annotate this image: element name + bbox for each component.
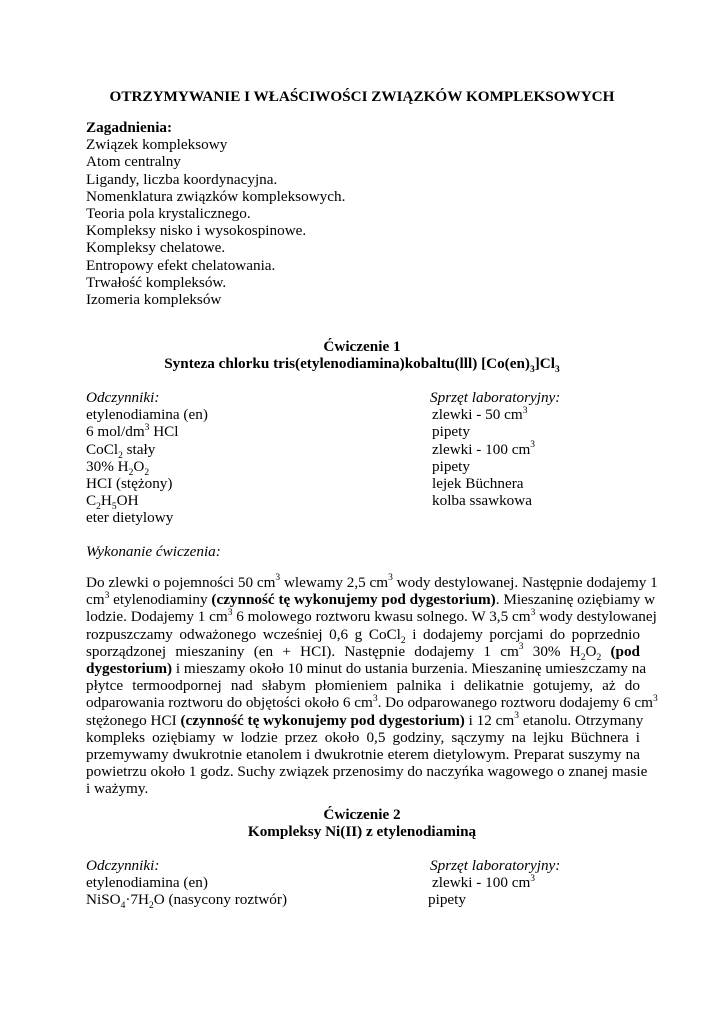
- reagent-item: etylenodiamina (en): [86, 874, 208, 892]
- reagent-item: eter dietylowy: [86, 509, 174, 527]
- procedure-heading: Wykonanie ćwiczenia:: [86, 543, 221, 560]
- paragraph-line: lodzie. Dodajemy 1 $cm^3$ 6 molowego roztworu kwasu solnego. W 3,5 $cm^3$ wody destylowanej: [86, 607, 657, 626]
- equipment-item: lejek Büchnera: [432, 475, 524, 493]
- list-item: Atom centralny: [86, 153, 181, 171]
- equipment-item: zlewki - 100 $cm^3$: [432, 440, 536, 458]
- list-item: Teoria pola krystalicznego.: [86, 205, 251, 223]
- paragraph-line: i ważymy.: [86, 780, 149, 798]
- paragraph-line: kompleks oziębiamy w lodzie przez około 0,5 godziny, sączymy na lejku Büchnera i: [86, 728, 640, 746]
- list-item: Entropowy efekt chelatowania.: [86, 256, 276, 274]
- procedure-paragraph: [86, 573, 658, 798]
- exercise-1-heading: Ćwiczenie 1: [323, 338, 401, 355]
- reagent-item: HCI (stężony): [86, 475, 173, 493]
- exercise-1-equipment: [0, 389, 561, 513]
- exercise-2-equipment: [0, 857, 561, 912]
- paragraph-line: przemywamy dwukrotnie etanolem i dwukrotnie eterem dietylowym. Preparat suszymy na: [86, 746, 640, 764]
- paragraph-line: rozpuszczamy odważonego wcześniej 0,6 g CoCl$_2$ i dodajemy porcjami do poprzednio: [86, 625, 640, 646]
- paragraph-line: dygestorium) i mieszamy około 10 minut do ustania burzenia. Mieszaninę umieszczamy na: [86, 660, 647, 678]
- reagent-item: CoCl$_2$ stały: [86, 440, 156, 461]
- equipment-item: zlewki - 100 $cm^3$: [432, 873, 536, 892]
- list-item: Kompleksy nisko i wysokospinowe.: [86, 222, 307, 240]
- list-item: Kompleksy chelatowe.: [86, 239, 226, 257]
- equipment-item: zlewki - 50 $cm^3$: [432, 405, 528, 424]
- paragraph-line: $cm^3$ etylenodiaminy (czynność tę wykonujemy pod dygestorium). Mieszaninę oziębiamy w: [86, 590, 656, 609]
- reagents-heading: Odczynniki:: [86, 857, 160, 874]
- paragraph-line: sporządzonej mieszaniny (en + HCI). Następnie dodajemy 1 $cm^3$ 30% $H_2O_2$ (pod: [86, 642, 640, 663]
- paragraph-line: stężonego HCI (czynność tę wykonujemy pod dygestorium) i 12 $cm^3$ etanolu. Otrzymany: [86, 711, 644, 729]
- list-item: Nomenklatura związków kompleksowych.: [86, 187, 346, 205]
- equipment-heading: Sprzęt laboratoryjny:: [430, 389, 561, 406]
- paragraph-line: Do zlewki o pojemności 50 $cm^3$ wlewamy 2,5 $cm^3$ wody destylowanej. Następnie dodajemy 1: [86, 573, 658, 591]
- zagadnienia-heading: Zagadnienia:: [86, 119, 173, 136]
- equipment-item: pipety: [428, 891, 466, 909]
- zagadnienia-section: [86, 119, 345, 308]
- paragraph-line: odparowania roztworu do objętości około 6 $cm^3$. Do odparowanego roztworu dodajemy 6 $cm^3$: [86, 693, 658, 712]
- exercise-2-subtitle: Kompleksy Ni(II) z etylenodiaminą: [247, 823, 477, 840]
- exercise-1-subtitle: Synteza chlorku tris(etylenodiamina)kobaltu(lll) $[Co(en)_3]Cl_3$: [164, 355, 560, 376]
- paragraph-line: powietrzu około 1 godz. Suchy związek przenosimy do naczyńka wagowego o znanej masie: [86, 763, 648, 781]
- document-title: OTRZYMYWANIE I WŁAŚCIWOŚCI ZWIĄZKÓW KOMPLEKSOWYCH: [109, 88, 615, 105]
- list-item: Izomeria kompleksów: [86, 291, 222, 309]
- reagent-item: 6 mol/$dm^3$ HCl: [86, 422, 179, 441]
- reagents-heading: Odczynniki:: [86, 389, 160, 406]
- equipment-item: pipety: [432, 423, 470, 441]
- list-item: Trwałość kompleksów.: [86, 273, 227, 291]
- reagent-item: $NiSO_4\cdot 7H_2O$ (nasycony roztwór): [86, 891, 288, 912]
- list-item: Związek kompleksowy: [86, 136, 228, 154]
- paragraph-line: płytce termoodpornej nad słabym płomieniem palnika i delikatnie gotujemy, aż do: [86, 677, 640, 695]
- equipment-item: kolba ssawkowa: [432, 492, 532, 510]
- reagent-item: etylenodiamina (en): [86, 406, 208, 424]
- list-item: Ligandy, liczba koordynacyjna.: [86, 170, 278, 188]
- equipment-item: pipety: [432, 457, 470, 475]
- reagent-item: 30% $H_2O_2$: [86, 457, 150, 478]
- exercise-2-heading: Ćwiczenie 2: [323, 806, 401, 823]
- reagent-item: $C_2H_5OH$: [86, 492, 139, 513]
- equipment-heading: Sprzęt laboratoryjny:: [430, 857, 561, 874]
